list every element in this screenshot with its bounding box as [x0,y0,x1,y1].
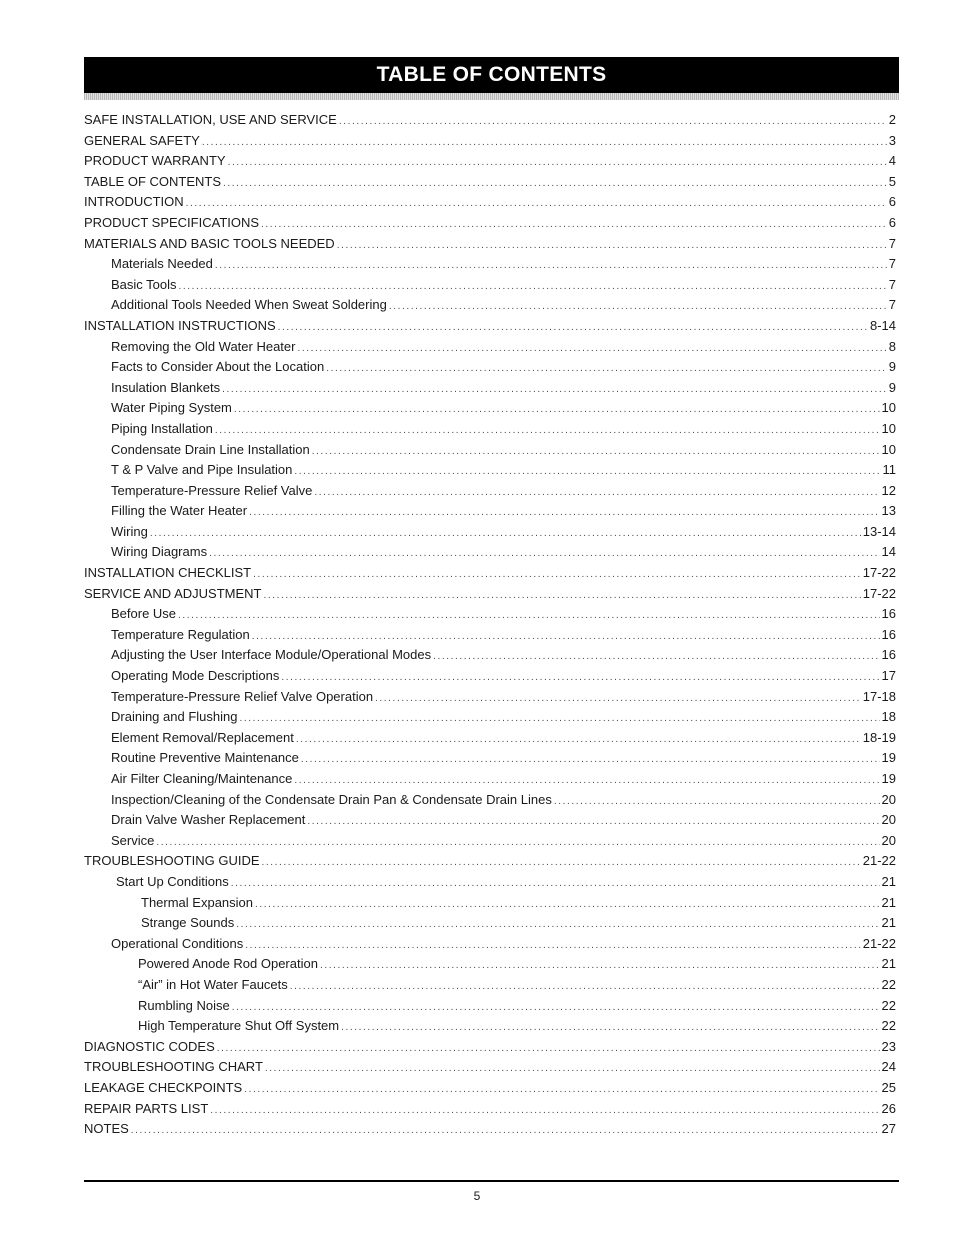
dot-leader [252,627,880,648]
dot-leader [223,174,887,195]
dot-leader [253,565,861,586]
toc-entry-title: “Air” in Hot Water Faucets [138,976,288,992]
toc-entry-title: Wiring Diagrams [111,544,208,560]
toc-entry-title: Strange Sounds [141,915,235,931]
dot-leader [202,133,887,154]
toc-entry[interactable] [84,542,896,563]
dot-leader [232,998,880,1019]
toc-entry-page: 21-22 [862,853,896,869]
toc-entry-page: 17-18 [862,688,896,704]
toc-entry-title: Drain Valve Washer Replacement [111,812,306,828]
header-divider [84,93,899,100]
toc-entry-page: 3 [888,132,896,148]
toc-entry-page: 8 [888,338,896,354]
toc-entry-page: 7 [888,256,896,272]
toc-entry[interactable] [84,419,896,440]
toc-entry[interactable] [84,316,896,337]
toc-entry[interactable] [84,501,896,522]
toc-entry-page: 27 [881,1121,896,1137]
toc-entry[interactable] [84,1119,896,1140]
toc-entry-page: 17-22 [862,585,896,601]
dot-leader [314,483,879,504]
toc-entry-page: 9 [888,359,896,375]
toc-entry-page: 21-22 [862,935,896,951]
toc-entry[interactable] [84,357,896,378]
toc-entry-page: 13-14 [862,523,896,539]
toc-entry[interactable] [84,954,896,975]
toc-entry-page: 18 [881,709,896,725]
toc-entry-page: 17-22 [862,565,896,581]
toc-entry[interactable] [84,584,896,605]
toc-entry-page: 20 [881,791,896,807]
toc-entry-title: Condensate Drain Line Installation [111,441,310,457]
toc-entry[interactable] [84,1016,896,1037]
toc-entry[interactable] [84,378,896,399]
toc-entry-page: 23 [881,1038,896,1054]
dot-leader [296,730,861,751]
dot-leader [297,339,886,360]
toc-entry-page: 7 [888,235,896,251]
toc-entry-page: 19 [881,750,896,766]
dot-leader [341,1018,879,1039]
dot-leader [255,895,880,916]
toc-entry-title: LEAKAGE CHECKPOINTS [84,1079,243,1095]
dot-leader [249,503,879,524]
toc-entry-page: 12 [881,482,896,498]
toc-entry-title: NOTES [84,1121,129,1137]
dot-leader [236,915,879,936]
toc-entry-page: 4 [888,153,896,169]
toc-entry[interactable] [84,666,896,687]
toc-entry[interactable] [84,893,896,914]
toc-entry[interactable] [84,790,896,811]
toc-entry[interactable] [84,522,896,543]
dot-leader [209,544,879,565]
toc-entry-title: Before Use [111,606,177,622]
toc-entry[interactable] [84,172,896,193]
toc-entry-page: 16 [881,626,896,642]
toc-entry-page: 8-14 [869,317,896,333]
toc-entry-title: Adjusting the User Interface Module/Operational Modes [111,647,432,663]
toc-entry[interactable] [84,234,896,255]
toc-entry[interactable] [84,398,896,419]
dot-leader [278,318,868,339]
toc-entry-page: 6 [888,194,896,210]
toc-entry[interactable] [84,645,896,666]
toc-entry[interactable] [84,460,896,481]
toc-entry[interactable] [84,151,896,172]
toc-entry-page: 16 [881,647,896,663]
toc-entry[interactable] [84,748,896,769]
dot-leader [326,359,887,380]
toc-entry-page: 19 [881,771,896,786]
dot-leader [262,853,861,874]
toc-entry[interactable] [84,192,896,213]
toc-entry-title: PRODUCT SPECIFICATIONS [84,214,260,230]
toc-entry-title: REPAIR PARTS LIST [84,1100,209,1116]
dot-leader [307,812,879,833]
toc-entry-page: 16 [881,606,896,622]
toc-entry[interactable] [84,707,896,728]
dot-leader [186,194,887,215]
toc-entry-title: INTRODUCTION [84,194,184,210]
dot-leader [215,256,887,277]
dot-leader [337,236,887,257]
toc-entry[interactable] [84,810,896,831]
toc-entry-title: INSTALLATION INSTRUCTIONS [84,317,276,333]
toc-entry[interactable] [84,831,896,852]
dot-leader [222,380,887,401]
toc-entry-title: Facts to Consider About the Location [111,359,325,375]
toc-entry-title: SERVICE AND ADJUSTMENT [84,585,262,601]
toc-entry[interactable] [84,131,896,152]
toc-entry-title: High Temperature Shut Off System [138,1018,340,1034]
footer-divider [84,1180,899,1182]
toc-entry-title: Rumbling Noise [138,997,230,1013]
toc-entry-page: 22 [881,997,896,1013]
dot-leader [339,112,887,133]
toc-entry-page: 22 [881,1018,896,1034]
dot-leader [261,215,887,236]
toc-entry-title: Operational Conditions [111,935,244,951]
dot-leader [244,1080,879,1101]
toc-entry-page: 10 [881,420,896,436]
toc-entry-title: Start Up Conditions [116,873,229,889]
toc-entry-page: 21 [881,915,896,931]
toc-entry-page: 25 [881,1079,896,1095]
toc-entry-page: 21 [881,956,896,972]
toc-entry-title: Powered Anode Rod Operation [138,956,318,972]
toc-entry-title: Thermal Expansion [141,894,253,910]
toc-entry-title: TABLE OF CONTENTS [84,173,221,189]
dot-leader [231,874,880,895]
toc-entry-title: Air Filter Cleaning/Maintenance [111,771,293,786]
toc-entry[interactable] [84,604,896,625]
toc-entry-title: DIAGNOSTIC CODES [84,1038,215,1054]
dot-leader [433,647,879,668]
toc-entry[interactable] [84,481,896,502]
dot-leader [301,750,880,771]
toc-entry[interactable] [84,1037,896,1058]
toc-entry[interactable] [84,769,896,790]
toc-entry-page: 20 [881,832,896,848]
toc-entry-title: Removing the Old Water Heater [111,338,296,354]
toc-entry[interactable] [84,996,896,1017]
toc-entry[interactable] [84,440,896,461]
toc-entry-title: Insulation Blankets [111,379,221,395]
toc-entry-title: Basic Tools [111,276,177,292]
toc-entry[interactable] [84,1078,896,1099]
toc-entry-title: TROUBLESHOOTING CHART [84,1059,263,1075]
dot-leader [217,1039,880,1060]
toc-entry-page: 21 [881,894,896,910]
toc-entry[interactable] [84,1057,896,1078]
toc-entry-title: Routine Preventive Maintenance [111,750,299,766]
dot-leader [150,524,861,545]
toc-entry-page: 24 [881,1059,896,1075]
toc-entry-page: 17 [881,668,896,684]
toc-entry-page: 26 [881,1100,896,1116]
toc-entry-title: MATERIALS AND BASIC TOOLS NEEDED [84,235,335,251]
toc-entry-title: T & P Valve and Pipe Insulation [111,462,293,478]
toc-entry[interactable] [84,728,896,749]
toc-entry-page: 10 [881,400,896,416]
toc-entry[interactable] [84,337,896,358]
toc-entry-page: 7 [888,297,896,313]
toc-header-bar [84,57,899,93]
dot-leader [239,709,879,730]
toc-entry[interactable] [84,934,896,955]
toc-entry-title: Temperature Regulation [111,626,250,642]
toc-entry-page: 2 [888,112,896,127]
toc-entry-page: 21 [881,873,896,889]
dot-leader [179,277,887,298]
toc-entry-page: 20 [881,812,896,828]
dot-leader [265,1059,880,1080]
toc-entry-title: Wiring [111,523,148,539]
toc-entry-page: 14 [881,544,896,560]
toc-entry[interactable] [84,295,896,316]
page-number: 5 [473,1189,481,1203]
toc-entry-page: 9 [888,379,896,395]
toc-entry-page: 10 [881,441,896,457]
dot-leader [290,977,880,998]
dot-leader [312,442,880,463]
toc-entry-title: SAFE INSTALLATION, USE AND SERVICE [84,112,337,127]
dot-leader [294,462,880,483]
toc-entry[interactable] [84,1099,896,1120]
dot-leader [210,1101,879,1122]
toc-entry[interactable] [84,872,896,893]
toc-entry-page: 5 [888,173,896,189]
toc-entry-title: Operating Mode Descriptions [111,668,280,684]
toc-entry[interactable] [84,913,896,934]
dot-leader [234,400,880,421]
toc-entry-title: PRODUCT WARRANTY [84,153,226,169]
toc-entry-title: Inspection/Cleaning of the Condensate Drain Pan & Condensate Drain Lines [111,791,552,807]
toc-entry-title: Element Removal/Replacement [111,729,294,745]
toc-entry[interactable] [84,213,896,234]
toc-entry-title: Additional Tools Needed When Sweat Soldering [111,297,387,313]
toc-entry-title: Temperature-Pressure Relief Valve [111,482,313,498]
toc-entry-title: Water Piping System [111,400,232,416]
dot-leader [554,792,880,813]
dot-leader [294,771,879,792]
toc-entry-title: TROUBLESHOOTING GUIDE [84,853,260,869]
toc-entry[interactable] [84,625,896,646]
toc-entry-page: 13 [881,503,896,519]
dot-leader [156,833,879,854]
toc-entry-title: Filling the Water Heater [111,503,248,519]
toc-entry[interactable] [84,275,896,296]
toc-entry-title: Service [111,832,155,848]
toc-entry[interactable] [84,975,896,996]
dot-leader [281,668,879,689]
toc-entry-title: Materials Needed [111,256,213,272]
dot-leader [389,297,887,318]
toc-entry[interactable] [84,254,896,275]
toc-entry-title: Piping Installation [111,420,213,436]
toc-entry-page: 7 [888,276,896,292]
toc-entry-title: Temperature-Pressure Relief Valve Operation [111,688,374,704]
dot-leader [320,956,880,977]
toc-entry[interactable] [84,687,896,708]
toc-entry-page: 6 [888,214,896,230]
toc-entry-title: INSTALLATION CHECKLIST [84,565,252,581]
dot-leader [131,1121,880,1142]
toc-entry-page: 11 [882,462,896,478]
toc-entry[interactable] [84,563,896,584]
toc-entry-page: 18-19 [862,729,896,745]
toc-entry[interactable] [84,851,896,872]
dot-leader [215,421,880,442]
dot-leader [375,689,861,710]
toc-entry-page: 22 [881,976,896,992]
dot-leader [245,936,861,957]
dot-leader [228,153,887,174]
toc-entry[interactable] [84,110,896,131]
toc-entry-title: GENERAL SAFETY [84,132,200,148]
dot-leader [178,606,879,627]
page-title: TABLE OF CONTENTS [376,63,607,86]
dot-leader [263,586,860,607]
toc-list [84,110,896,1140]
toc-entry-title: Draining and Flushing [111,709,238,725]
